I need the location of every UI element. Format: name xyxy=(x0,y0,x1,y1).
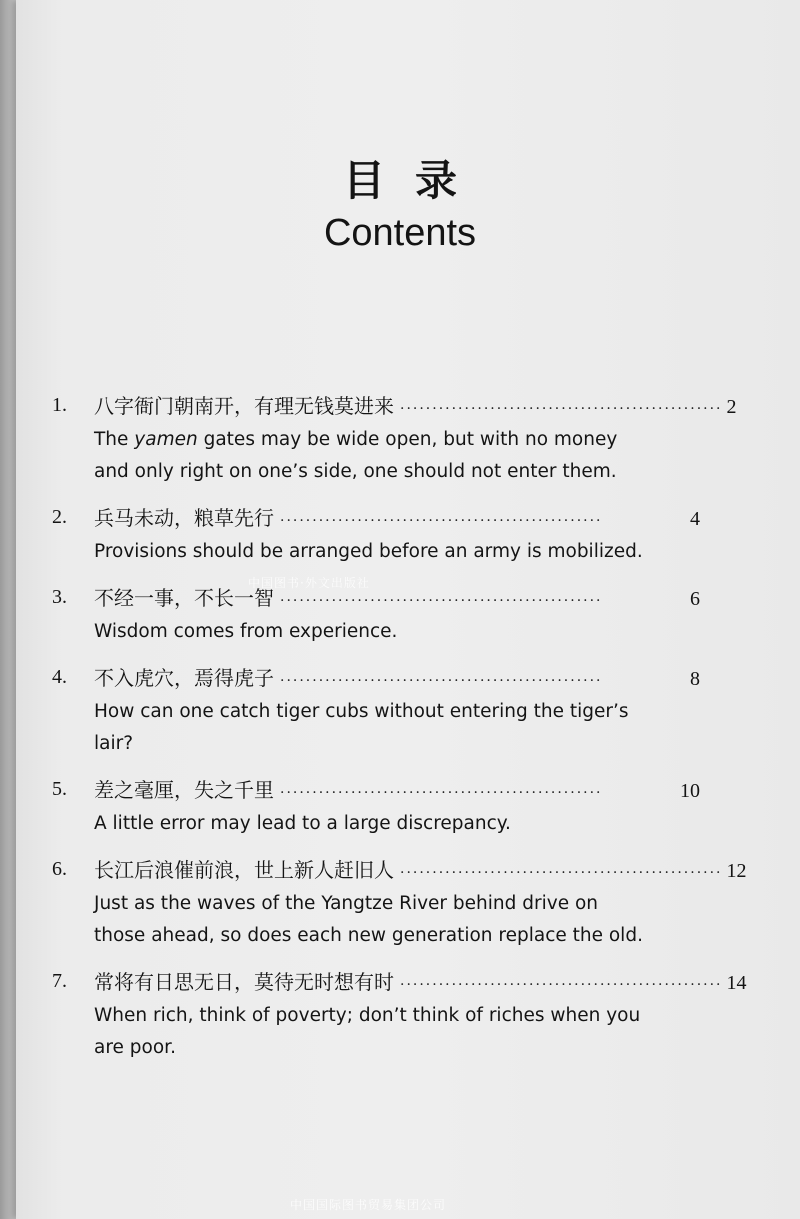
toc-entry-1 xyxy=(52,390,737,488)
entry-english-translation: When rich, think of poverty; don’t think of riches when you are poor. xyxy=(94,1005,641,1058)
entry-page-number: 12 xyxy=(726,860,747,882)
dot-leader: ·················································· xyxy=(400,401,723,417)
entry-chinese-title: 八字衙门朝南开，有理无钱莫进来 xyxy=(94,394,394,418)
entry-number: 5. xyxy=(52,778,67,800)
watermark-text: 中国图书·外文出版社 xyxy=(248,576,370,590)
entry-number: 2. xyxy=(52,506,67,528)
entry-chinese-title: 差之毫厘，失之千里 xyxy=(94,778,274,802)
toc-entry-4 xyxy=(52,662,700,760)
entry-page-number: 6 xyxy=(690,588,700,610)
dot-leader: ·················································· xyxy=(400,865,723,881)
contents-title-chinese: 目录 xyxy=(342,156,487,205)
dot-leader: ·················································· xyxy=(280,673,603,689)
entry-page-number: 4 xyxy=(690,508,700,530)
entry-english-translation: Provisions should be arranged before an army is mobilized. xyxy=(94,541,643,562)
table-of-contents xyxy=(52,390,747,1078)
toc-entry-5 xyxy=(52,774,700,840)
toc-entry-7 xyxy=(52,966,747,1064)
entry-chinese-title: 兵马未动，粮草先行 xyxy=(94,506,274,530)
entry-chinese-title: 不入虎穴，焉得虎子 xyxy=(94,666,274,690)
dot-leader: ·················································· xyxy=(280,593,603,609)
entry-number: 6. xyxy=(52,858,67,880)
entry-number: 7. xyxy=(52,970,67,992)
entry-page-number: 10 xyxy=(680,780,700,802)
toc-entry-3 xyxy=(52,582,700,648)
toc-entry-2 xyxy=(52,502,700,568)
watermark-text: 中国国际图书贸易集团公司 xyxy=(290,1198,447,1212)
entry-chinese-title: 不经一事，不长一智 xyxy=(94,586,274,610)
entry-english-translation: A little error may lead to a large discrepancy. xyxy=(94,813,511,834)
dot-leader: ·················································· xyxy=(400,977,723,993)
entry-english-translation: The yamen gates may be wide open, but with no money and only right on one’s side, one should not enter them. xyxy=(94,429,618,482)
entry-english-translation: How can one catch tiger cubs without entering the tiger’s lair? xyxy=(94,701,629,754)
entry-page-number: 2 xyxy=(726,396,737,418)
toc-entry-6 xyxy=(52,854,747,952)
entry-number: 3. xyxy=(52,586,67,608)
entry-chinese-title: 常将有日思无日，莫待无时想有时 xyxy=(94,970,394,994)
entry-english-translation: Wisdom comes from experience. xyxy=(94,621,398,642)
entry-english-translation: Just as the waves of the Yangtze River behind drive on those ahead, so does each new generation replace the old. xyxy=(94,893,643,946)
entry-number: 1. xyxy=(52,394,67,416)
entry-chinese-title: 长江后浪催前浪，世上新人赶旧人 xyxy=(94,858,394,882)
entry-number: 4. xyxy=(52,666,67,688)
dot-leader: ·················································· xyxy=(280,513,603,529)
entry-page-number: 14 xyxy=(726,972,747,994)
dot-leader: ·················································· xyxy=(280,785,603,801)
contents-title-english: Contents xyxy=(323,212,477,254)
entry-page-number: 8 xyxy=(690,668,700,690)
